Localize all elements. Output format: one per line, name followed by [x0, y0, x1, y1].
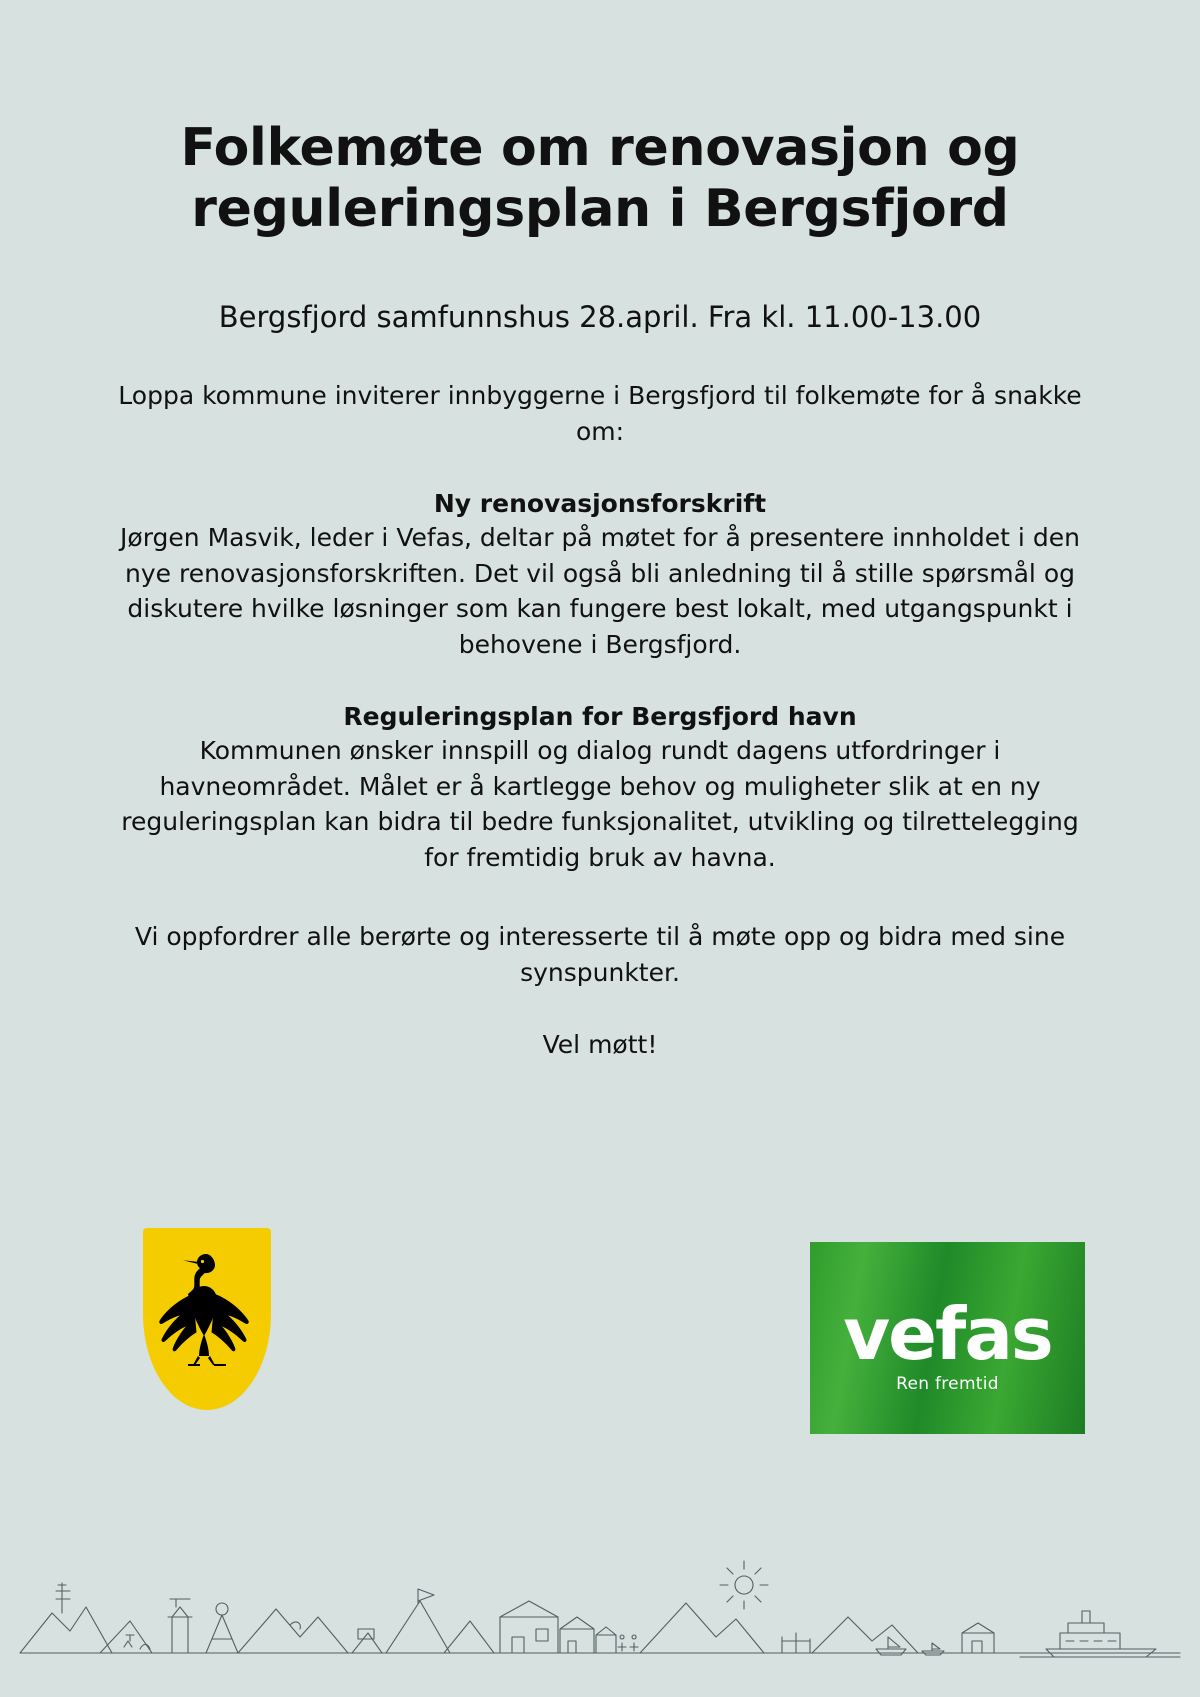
- vefas-wordmark: vefas: [843, 1291, 1052, 1376]
- logo-row: [0, 1228, 1200, 1458]
- intro-paragraph: Loppa kommune inviterer innbyggerne i Bergsfjord til folkemøte for å snakke om:: [118, 381, 1082, 446]
- section-heading: Ny renovasjonsforskrift: [433, 489, 767, 519]
- loppa-coat-of-arms-icon: [143, 1228, 271, 1410]
- event-details: Bergsfjord samfunnshus 28.april. Fra kl. 11.00-13.00: [218, 299, 982, 334]
- vefas-tagline: Ren fremtid: [896, 1374, 999, 1395]
- section-renovasjonsforskrift: [110, 449, 1090, 662]
- cormorant-bird-icon: [152, 1250, 262, 1390]
- section-body: Jørgen Masvik, leder i Vefas, deltar på møtet for å presentere innholdet i den nye renovasjonsforskriften. Det vil også bli anledning til å stille spørsmål og diskutere hvilke løsninger som kan fungere best lokalt, med utgangspunkt i behovene i Bergsfjord.: [120, 523, 1080, 659]
- section-body: Kommunen ønsker innspill og dialog rundt dagens utfordringer i havneområdet. Målet er å kartlegge behov og muligheter slik at en ny reguleringsplan kan bidra til bedre funksjonalitet, utvikling og tilrettelegging for fremtidig bruk av havna.: [121, 736, 1079, 872]
- section-reguleringsplan: [110, 662, 1090, 875]
- sign-off: Vel møtt!: [542, 1030, 658, 1060]
- skyline-illustration: [0, 1521, 1200, 1671]
- section-heading: Reguleringsplan for Bergsfjord havn: [343, 702, 857, 732]
- shield-shape: [143, 1228, 271, 1410]
- page-title: Folkemøte om renovasjon og reguleringsplan i Bergsfjord: [180, 118, 1020, 240]
- vefas-logo: [810, 1242, 1085, 1434]
- closing-paragraph: Vi oppfordrer alle berørte og interesserte til å møte opp og bidra med sine synspunkter.: [134, 922, 1066, 987]
